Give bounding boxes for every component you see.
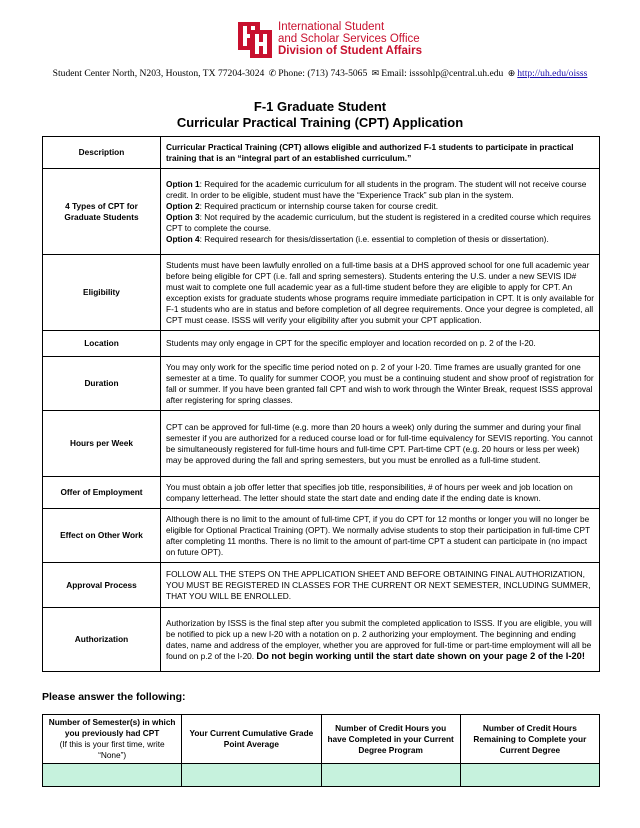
row-content: Students may only engage in CPT for the specific employer and location recorded on p. 2 of the I-20. xyxy=(161,331,600,357)
option-3: Option 3: Not required by the academic curriculum, but the student is registered in a credited course which requires CPT to complete the course. xyxy=(166,211,591,233)
row-content: You may only work for the specific time period noted on p. 2 of your I-20. Time frames are usually granted for one semester at a time. To qualify for summer COOP, you must be a continuing student and show proof of registration for fall or summer. If you have been granted fall CPT and wish to work through the Winter Break, request ISSS approval after registering for spring classes. xyxy=(161,357,600,411)
row-label: Eligibility xyxy=(43,255,161,331)
row-offer xyxy=(43,477,600,509)
page-subtitle: Curricular Practical Training (CPT) Application xyxy=(176,115,464,130)
address: Student Center North, N203, Houston, TX 77204-3024 xyxy=(52,68,265,79)
answer-table xyxy=(42,714,600,787)
row-hours xyxy=(43,411,600,477)
email: Email: isssohlp@central.uh.edu xyxy=(381,68,504,79)
header xyxy=(0,18,640,60)
credits-completed-field[interactable] xyxy=(321,764,460,787)
page-title: F-1 Graduate Student xyxy=(253,99,387,114)
answer-heading: Please answer the following: xyxy=(42,691,186,703)
website-link[interactable]: http://uh.edu/oisss xyxy=(517,68,588,79)
row-content: Curricular Practical Training (CPT) allows eligible and authorized F-1 students to participate in practical training that is an “integral part of an established curriculum.” xyxy=(161,137,600,169)
row-label: Hours per Week xyxy=(43,411,161,477)
row-duration xyxy=(43,357,600,411)
row-label: Duration xyxy=(43,357,161,411)
row-label: Approval Process xyxy=(43,563,161,608)
contact-line xyxy=(0,68,640,79)
globe-icon: ⊕ xyxy=(507,68,516,78)
phone-icon: ✆ xyxy=(268,68,277,78)
credits-remaining-field[interactable] xyxy=(460,764,599,787)
previous-cpt-field[interactable] xyxy=(43,764,182,787)
row-location xyxy=(43,331,600,357)
row-types xyxy=(43,169,600,255)
phone: Phone: (713) 743-5065 xyxy=(278,68,368,79)
gpa-field[interactable] xyxy=(182,764,321,787)
cpt-info-table xyxy=(42,136,600,672)
row-content: Although there is no limit to the amount of full-time CPT, if you do CPT for 12 months or longer you will no longer be eligible for Optional Practical Training (OPT). We normally advise students to stop their participation in full-time CPT after completing 11 months. There is no limit to the amount of part-time CPT a student can participate in (no impact on future OPT). xyxy=(161,509,600,563)
row-label: Description xyxy=(43,137,161,169)
row-description xyxy=(43,137,600,169)
office-name xyxy=(278,21,422,57)
row-content xyxy=(161,608,600,672)
row-label: Offer of Employment xyxy=(43,477,161,509)
row-content: You must obtain a job offer letter that specifies job title, responsibilities, # of hours per week and job location on company letterhead. The letter should state the start date and ending date if the ending date is known. xyxy=(161,477,600,509)
col-credits-completed: Number of Credit Hours you have Completed in your Current Degree Program xyxy=(321,715,460,764)
row-content: FOLLOW ALL THE STEPS ON THE APPLICATION SHEET AND BEFORE OBTAINING FINAL AUTHORIZATION, YOU MUST BE REGISTERED IN CLASSES FOR THE CURRENT OR NEXT SEMESTER, INCLUDING SUMMER, THAT YOU WILL BE ENROLLED. xyxy=(161,563,600,608)
row-content xyxy=(161,169,600,255)
row-content: CPT can be approved for full-time (e.g. more than 20 hours a week) only during the summer and during your final semester if you are authorized for a reduced course load or for full-time equivalency for SEVIS reporting. You cannot be simultaneously registered for full-time hours and full-time CPT. Part-time CPT (e.g. 20 hours or less per week) may be approved during the fall and spring semesters, but you must be enrolled as a full-time student. xyxy=(161,411,600,477)
row-label: Location xyxy=(43,331,161,357)
answer-input-row xyxy=(43,764,600,787)
office-line-3: Division of Student Affairs xyxy=(278,45,422,57)
col-previous-cpt: Number of Semester(s) in which you previously had CPT (If this is your first time, write “None”) xyxy=(43,715,182,764)
email-icon: ✉ xyxy=(371,68,380,78)
col-credits-remaining: Number of Credit Hours Remaining to Complete your Current Degree xyxy=(460,715,599,764)
row-label: Effect on Other Work xyxy=(43,509,161,563)
option-4: Option 4: Required research for thesis/dissertation (i.e. essential to completion of thesis or dissertation). xyxy=(166,233,549,244)
row-content: Students must have been lawfully enrolled on a full-time basis at a DHS approved school for one full academic year before being eligible for CPT (i.e. fall and spring semesters). Students entering the U.S. under a new SEVIS ID# must wait to complete one full academic year as a full-time student before they are eligible to apply for CPT. An exception exists for graduate students whose programs require immediate participation in CPT. It is only available for F-1 students who are in status and before completion of all degree requirements. Once your degree is completed, all CPT must cease. ISSS will verify your eligibility after you submit your CPT application. xyxy=(161,255,600,331)
row-label: 4 Types of CPT for Graduate Students xyxy=(43,169,161,255)
option-2: Option 2: Required practicum or internship course taken for course credit. xyxy=(166,200,439,211)
col-gpa: Your Current Cumulative Grade Point Average xyxy=(182,715,321,764)
authorization-text: Authorization by ISSS is the final step after you submit the completed application to ISSS. If you are eligible, you will be notified to pick up a new I-20 with a notation on p. 2 authorizing your employment. The beginning and ending dates, name and address of the employer, whether you are approved for full-time or part-time employment will all be found on p.2 of the I-20. xyxy=(166,617,592,661)
office-line-2: and Scholar Services Office xyxy=(278,33,420,45)
row-label: Authorization xyxy=(43,608,161,672)
row-effect xyxy=(43,509,600,563)
uh-logo-icon xyxy=(238,18,272,58)
office-line-1: International Student xyxy=(278,21,385,33)
answer-header-row xyxy=(43,715,600,764)
row-authorization xyxy=(43,608,600,672)
row-eligibility xyxy=(43,255,600,331)
authorization-emphasis: Do not begin working until the start date shown on your page 2 of the I-20! xyxy=(256,650,585,661)
row-approval xyxy=(43,563,600,608)
option-1: Option 1: Required for the academic curriculum for all students in the program. The student will not receive course credit. In order to be eligible, student must have the “Experience Track” sub plan in the system. xyxy=(166,178,587,200)
